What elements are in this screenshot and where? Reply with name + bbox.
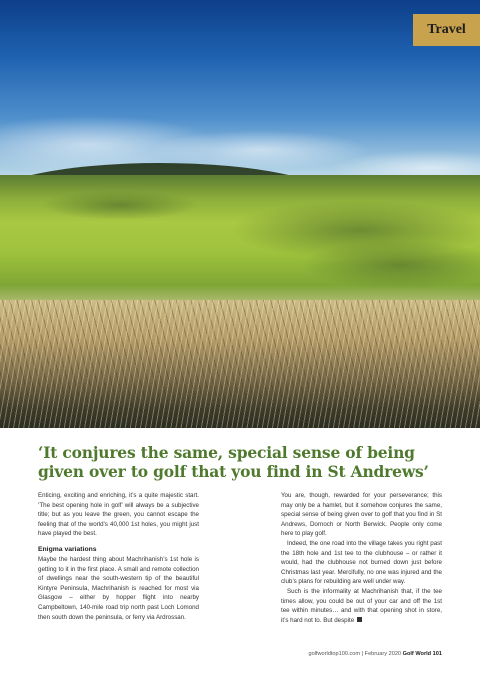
section-tab-travel: Travel (413, 14, 480, 46)
footer-website: golfworldtop100.com (308, 651, 361, 657)
paragraph: Maybe the hardest thing about Machrihanish’s 1st hole is getting to it in the first place. A small and remote collection of dwellings near the south-western tip of the beautiful Kintyre Peninsula, Machrihanish is reached for most via Glasgow – either by hopper flight into nearby Campbeltown, 140-mile road trip north past Loch Lomond then south down the peninsula, or ferry via Ardrossan. (38, 555, 199, 621)
article-body (38, 491, 442, 625)
paragraph-text: Such is the informality at Machrihanish that, if the tee times allow, you could be out of your car and off the 1st tee within minutes… and with that opening shot in store, it’s hard not to. But despite (281, 587, 442, 624)
page-number: 101 (432, 651, 442, 657)
paragraph-final (281, 587, 442, 625)
footer-separator: | (361, 651, 364, 657)
footer-date: February 2020 (364, 651, 402, 657)
photo-dune (40, 190, 200, 220)
paragraph: Enticing, exciting and enriching, it’s a quite majestic start. ‘The best opening hole in golf’ will always be a subjective title; but as you leave the green, you cannot escape the feeling that of the world’s 40,000 1st holes, you might just have played the best. (38, 492, 199, 538)
photo-foreground-grass (0, 300, 480, 428)
end-mark-icon (357, 617, 362, 622)
paragraph: Indeed, the one road into the village takes you right past the 18th hole and 1st tee to the clubhouse – or rather it would, had the clubhouse not burned down just before Christmas last year. Mercifully, no one was injured and the club’s plans for rebuilding are well under way. (281, 539, 442, 586)
page-footer (290, 651, 442, 657)
article-column-right (281, 491, 442, 625)
paragraph: You are, though, rewarded for your perseverance; this may only be a hamlet, but it somehow conjures the same, special sense of being given over to golf that you find in St Andrews, Dornoch or North Berwick. People only come here to play golf. (281, 492, 442, 538)
subheading: Enigma variations (38, 545, 97, 553)
article-column-left (38, 491, 199, 625)
pull-quote: ‘It conjures the same, special sense of being given over to golf that you find in St Andrews’ (38, 443, 429, 481)
footer-brand: Golf World (402, 651, 432, 657)
